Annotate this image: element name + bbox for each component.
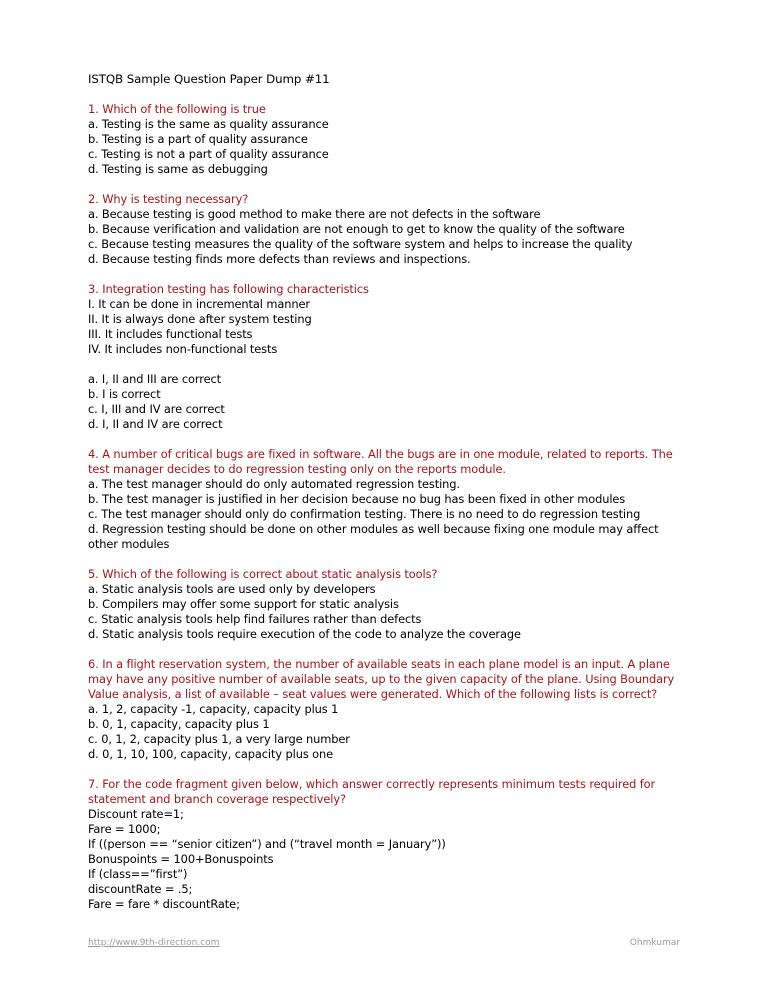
code-line-6: discountRate = .5; <box>88 882 193 896</box>
question-1 <box>88 102 688 177</box>
question-7 <box>88 777 688 912</box>
option-1b: b. Testing is a part of quality assurance <box>88 132 308 146</box>
statement-3-iii: III. It includes functional tests <box>88 327 253 341</box>
option-3d: d. I, II and IV are correct <box>88 417 223 431</box>
question-6 <box>88 657 688 762</box>
code-line-4: Bonuspoints = 100+Bonuspoints <box>88 852 274 866</box>
spacer <box>88 357 688 372</box>
option-6a: a. 1, 2, capacity -1, capacity, capacity plus 1 <box>88 702 339 716</box>
code-line-1: Discount rate=1; <box>88 807 184 821</box>
question-2 <box>88 192 688 267</box>
option-2a: a. Because testing is good method to make there are not defects in the software <box>88 207 541 221</box>
question-1-text: 1. Which of the following is true <box>88 102 266 116</box>
question-3 <box>88 282 688 432</box>
code-line-7: Fare = fare * discountRate; <box>88 897 240 911</box>
question-3-text: 3. Integration testing has following characteristics <box>88 282 369 296</box>
code-line-5: If (class==”first”) <box>88 867 188 881</box>
statement-3-ii: II. It is always done after system testing <box>88 312 312 326</box>
footer-link[interactable]: http://www.9th-direction.com <box>88 938 220 948</box>
code-line-3: If ((person == “senior citizen”) and (“travel month = January”)) <box>88 837 446 851</box>
question-5-text: 5. Which of the following is correct about static analysis tools? <box>88 567 438 581</box>
question-5 <box>88 567 688 642</box>
option-6d: d. 0, 1, 10, 100, capacity, capacity plus one <box>88 747 334 761</box>
option-3a: a. I, II and III are correct <box>88 372 222 386</box>
option-2d: d. Because testing finds more defects than reviews and inspections. <box>88 252 471 266</box>
option-5d: d. Static analysis tools require execution of the code to analyze the coverage <box>88 627 521 641</box>
footer-author: Ohmkumar <box>629 938 680 948</box>
option-5c: c. Static analysis tools help find failures rather than defects <box>88 612 422 626</box>
option-6b: b. 0, 1, capacity, capacity plus 1 <box>88 717 270 731</box>
statement-3-iv: IV. It includes non-functional tests <box>88 342 278 356</box>
option-5b: b. Compilers may offer some support for static analysis <box>88 597 399 611</box>
option-3c: c. I, III and IV are correct <box>88 402 225 416</box>
option-6c: c. 0, 1, 2, capacity plus 1, a very large number <box>88 732 350 746</box>
statement-3-i: I. It can be done in incremental manner <box>88 297 310 311</box>
question-2-text: 2. Why is testing necessary? <box>88 192 249 206</box>
question-7-text: 7. For the code fragment given below, which answer correctly represents minimum tests required for statement and branch coverage respectively? <box>88 777 656 806</box>
option-3b: b. I is correct <box>88 387 161 401</box>
option-1d: d. Testing is same as debugging <box>88 162 268 176</box>
document-content <box>88 72 688 927</box>
option-1c: c. Testing is not a part of quality assurance <box>88 147 329 161</box>
option-4c: c. The test manager should only do confirmation testing. There is no need to do regression testing <box>88 507 641 521</box>
question-6-text: 6. In a flight reservation system, the number of available seats in each plane model is an input. A plane may have any positive number of available seats, up to the given capacity of the plane. Using Boundary Value analysis, a list of available – seat values were generated. Which of the following lists is correct? <box>88 657 675 701</box>
document-title: ISTQB Sample Question Paper Dump #11 <box>88 72 330 86</box>
question-4-text: 4. A number of critical bugs are fixed in software. All the bugs are in one module, related to reports. The test manager decides to do regression testing only on the reports module. <box>88 447 673 476</box>
option-4b: b. The test manager is justified in her decision because no bug has been fixed in other modules <box>88 492 626 506</box>
option-2b: b. Because verification and validation are not enough to get to know the quality of the software <box>88 222 625 236</box>
option-4a: a. The test manager should do only automated regression testing. <box>88 477 460 491</box>
option-5a: a. Static analysis tools are used only by developers <box>88 582 376 596</box>
question-4 <box>88 447 688 552</box>
option-1a: a. Testing is the same as quality assurance <box>88 117 329 131</box>
option-4d: d. Regression testing should be done on other modules as well because fixing one module may affect other modules <box>88 522 659 551</box>
option-2c: c. Because testing measures the quality of the software system and helps to increase the quality <box>88 237 633 251</box>
code-line-2: Fare = 1000; <box>88 822 161 836</box>
